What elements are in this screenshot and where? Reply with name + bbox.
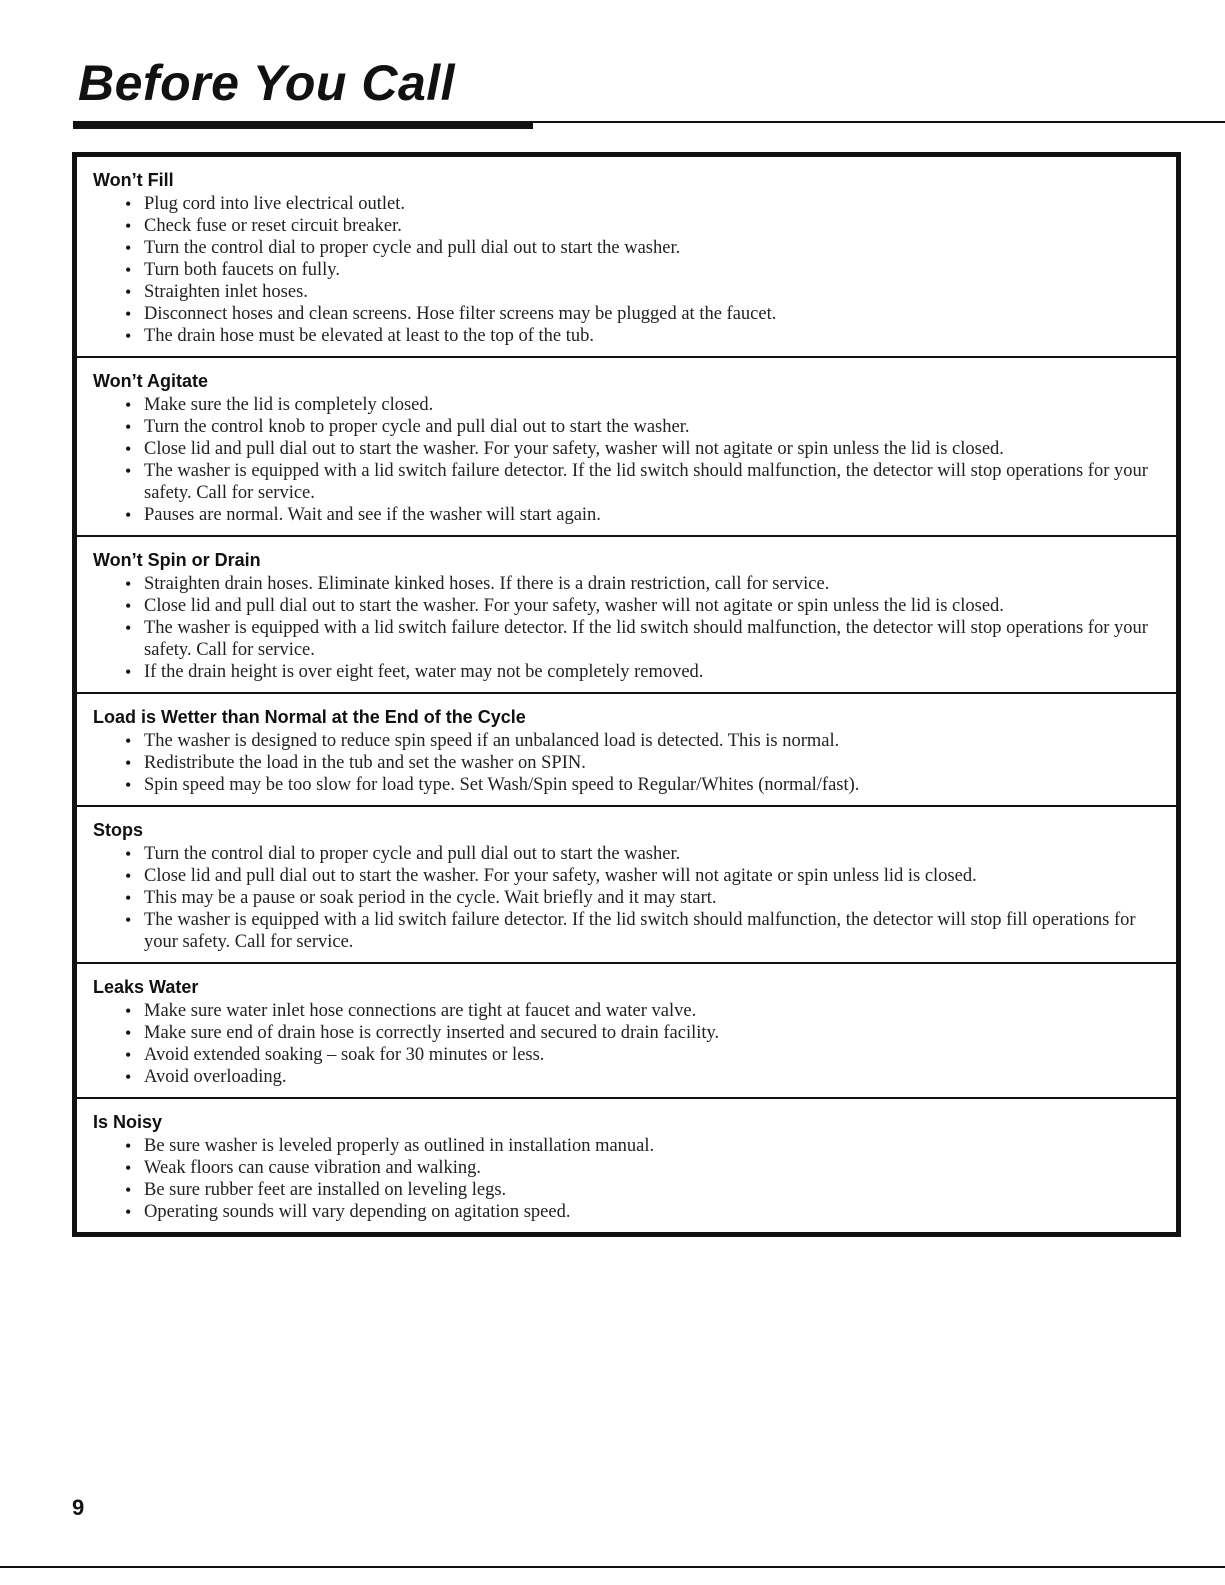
tip-text: Disconnect hoses and clean screens. Hose filter screens may be plugged at the faucet. [144, 304, 777, 324]
bullet-icon: • [125, 1180, 132, 1200]
tip-item [93, 281, 1166, 303]
page-number: 9 [72, 1495, 85, 1520]
bullet-icon: • [125, 662, 132, 682]
tip-item [93, 909, 1166, 953]
section-heading: Won’t Spin or Drain [93, 550, 261, 570]
trouble-section [77, 962, 1176, 1097]
bullet-icon: • [125, 910, 132, 930]
page-title: Before You Call [78, 55, 456, 111]
trouble-section [77, 535, 1176, 692]
bullet-icon: • [125, 618, 132, 638]
tip-list [93, 573, 1166, 683]
trouble-section [77, 805, 1176, 962]
bullet-icon: • [125, 216, 132, 236]
bullet-icon: • [125, 304, 132, 324]
title-rule-thick [73, 121, 533, 129]
tip-text: Close lid and pull dial out to start the washer. For your safety, washer will not agitate or spin unless lid is closed. [144, 866, 977, 886]
tip-text: If the drain height is over eight feet, water may not be completely removed. [144, 662, 704, 682]
tip-text: Check fuse or reset circuit breaker. [144, 216, 402, 236]
bullet-icon: • [125, 395, 132, 415]
tip-text: The washer is designed to reduce spin speed if an unbalanced load is detected. This is normal. [144, 731, 840, 751]
bullet-icon: • [125, 282, 132, 302]
tip-text: Turn the control dial to proper cycle and pull dial out to start the washer. [144, 238, 681, 258]
tip-item [93, 752, 1166, 774]
tip-item [93, 1179, 1166, 1201]
trouble-section [77, 1097, 1176, 1232]
bullet-icon: • [125, 574, 132, 594]
bullet-icon: • [125, 596, 132, 616]
trouble-section [77, 692, 1176, 805]
tip-item [93, 303, 1166, 325]
tip-item [93, 504, 1166, 526]
tip-text: Redistribute the load in the tub and set the washer on SPIN. [144, 753, 586, 773]
tip-item [93, 460, 1166, 504]
bullet-icon: • [125, 439, 132, 459]
tip-item [93, 1066, 1166, 1088]
bullet-icon: • [125, 326, 132, 346]
tip-item [93, 1201, 1166, 1223]
tip-text: Avoid extended soaking – soak for 30 minutes or less. [144, 1045, 545, 1065]
tip-text: Avoid overloading. [144, 1067, 287, 1087]
tip-text: Close lid and pull dial out to start the washer. For your safety, washer will not agitate or spin unless the lid is closed. [144, 439, 1004, 459]
tip-text: Operating sounds will vary depending on agitation speed. [144, 1202, 571, 1222]
section-heading: Won’t Fill [93, 170, 174, 190]
bottom-rule [0, 1566, 1225, 1568]
bullet-icon: • [125, 1202, 132, 1222]
tip-text: Turn the control dial to proper cycle and pull dial out to start the washer. [144, 844, 681, 864]
tip-text: Turn both faucets on fully. [144, 260, 340, 280]
bullet-icon: • [125, 1001, 132, 1021]
tip-text: Turn the control knob to proper cycle and pull dial out to start the washer. [144, 417, 690, 437]
tip-text: Straighten inlet hoses. [144, 282, 308, 302]
tip-list [93, 1135, 1166, 1223]
bullet-icon: • [125, 194, 132, 214]
tip-item [93, 774, 1166, 796]
tip-list [93, 394, 1166, 526]
section-heading: Is Noisy [93, 1112, 163, 1132]
tip-item [93, 416, 1166, 438]
section-heading: Load is Wetter than Normal at the End of the Cycle [93, 707, 526, 727]
tip-item [93, 595, 1166, 617]
tip-item [93, 215, 1166, 237]
tip-text: The washer is equipped with a lid switch failure detector. If the lid switch should malfunction, the detector will stop fill operations for your safety. Call for service. [144, 910, 1136, 952]
tip-text: Straighten drain hoses. Eliminate kinked hoses. If there is a drain restriction, call for service. [144, 574, 830, 594]
tip-item [93, 843, 1166, 865]
tip-text: This may be a pause or soak period in the cycle. Wait briefly and it may start. [144, 888, 717, 908]
tip-text: Be sure rubber feet are installed on leveling legs. [144, 1180, 507, 1200]
tip-item [93, 661, 1166, 683]
bullet-icon: • [125, 775, 132, 795]
tip-text: Close lid and pull dial out to start the washer. For your safety, washer will not agitate or spin unless the lid is closed. [144, 596, 1004, 616]
tip-item [93, 573, 1166, 595]
bullet-icon: • [125, 753, 132, 773]
bullet-icon: • [125, 866, 132, 886]
tip-text: Spin speed may be too slow for load type. Set Wash/Spin speed to Regular/Whites (normal/fast). [144, 775, 860, 795]
tip-text: The washer is equipped with a lid switch failure detector. If the lid switch should malfunction, the detector will stop operations for your safety. Call for service. [144, 618, 1148, 660]
tip-list [93, 193, 1166, 347]
tip-list [93, 1000, 1166, 1088]
bullet-icon: • [125, 844, 132, 864]
tip-text: Make sure end of drain hose is correctly inserted and secured to drain facility. [144, 1023, 720, 1043]
tip-item [93, 394, 1166, 416]
tip-list [93, 843, 1166, 953]
bullet-icon: • [125, 505, 132, 525]
troubleshooting-table [72, 152, 1181, 1237]
bullet-icon: • [125, 260, 132, 280]
tip-item [93, 237, 1166, 259]
bullet-icon: • [125, 1045, 132, 1065]
tip-item [93, 1157, 1166, 1179]
tip-text: The washer is equipped with a lid switch failure detector. If the lid switch should malfunction, the detector will stop operations for your safety. Call for service. [144, 461, 1148, 503]
title-rule-thin [533, 121, 1225, 123]
tip-text: Be sure washer is leveled properly as outlined in installation manual. [144, 1136, 655, 1156]
bullet-icon: • [125, 238, 132, 258]
bullet-icon: • [125, 731, 132, 751]
bullet-icon: • [125, 1136, 132, 1156]
bullet-icon: • [125, 1067, 132, 1087]
tip-text: The drain hose must be elevated at least to the top of the tub. [144, 326, 595, 346]
tip-text: Make sure water inlet hose connections are tight at faucet and water valve. [144, 1001, 697, 1021]
tip-item [93, 617, 1166, 661]
tip-item [93, 887, 1166, 909]
section-heading: Leaks Water [93, 977, 199, 997]
tip-item [93, 325, 1166, 347]
bullet-icon: • [125, 1158, 132, 1178]
tip-item [93, 1044, 1166, 1066]
tip-text: Make sure the lid is completely closed. [144, 395, 434, 415]
bullet-icon: • [125, 888, 132, 908]
tip-text: Pauses are normal. Wait and see if the washer will start again. [144, 505, 601, 525]
tip-text: Weak floors can cause vibration and walking. [144, 1158, 482, 1178]
section-heading: Won’t Agitate [93, 371, 208, 391]
tip-item [93, 865, 1166, 887]
tip-text: Plug cord into live electrical outlet. [144, 194, 405, 214]
tip-item [93, 193, 1166, 215]
tip-item [93, 438, 1166, 460]
trouble-section [77, 157, 1176, 356]
tip-item [93, 1135, 1166, 1157]
tip-item [93, 1000, 1166, 1022]
tip-item [93, 259, 1166, 281]
bullet-icon: • [125, 461, 132, 481]
tip-list [93, 730, 1166, 796]
tip-item [93, 730, 1166, 752]
bullet-icon: • [125, 417, 132, 437]
section-heading: Stops [93, 820, 144, 840]
bullet-icon: • [125, 1023, 132, 1043]
tip-item [93, 1022, 1166, 1044]
trouble-section [77, 356, 1176, 535]
